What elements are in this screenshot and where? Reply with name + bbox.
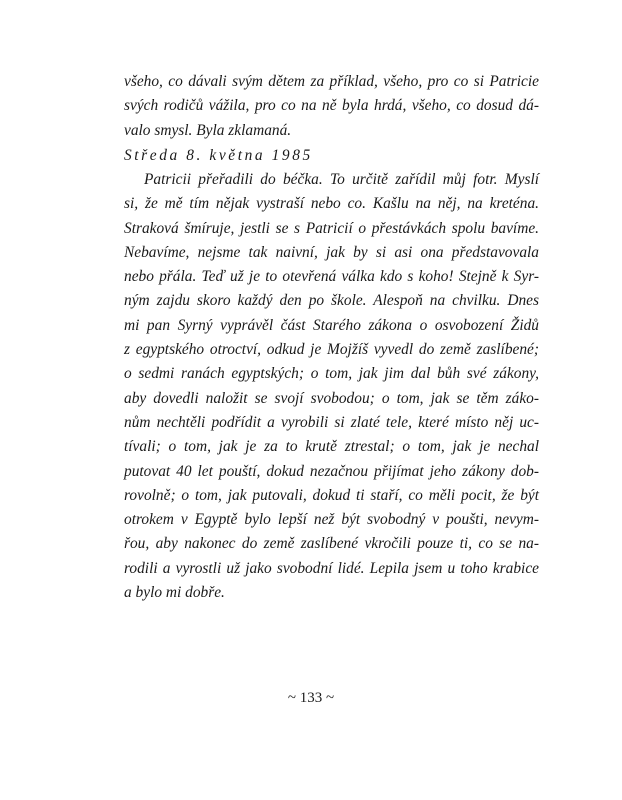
text-line: řou, aby nakonec do země zaslíbené vkročili pouze ti, co se na- — [124, 535, 539, 553]
text-line: rovolně; o tom, jak putovali, dokud ti staří, co měli pocit, že být — [124, 486, 539, 504]
text-line: otrokem v Egyptě bylo lepší než být svobodný v poušti, nevym- — [124, 511, 539, 529]
text-line: nům nechtěli podřídit a vyrobili si zlaté tele, které místo něj uc- — [124, 413, 539, 431]
text-line: svých rodičů vážila, pro co na ně byla hrdá, všeho, co dosud dá- — [124, 97, 539, 115]
text-line: valo smysl. Byla zklamaná. — [124, 121, 292, 139]
diary-date-heading: Středa 8. května 1985 — [124, 147, 313, 164]
page-number: ~ 133 ~ — [287, 690, 335, 706]
text-line: si, že mě tím nějak vystraší nebo co. Kašlu na něj, na kreténa. — [124, 195, 539, 213]
text-line: rodili a vyrostli už jako svobodní lidé. Lepila jsem u toho krabice — [124, 559, 539, 577]
text-line: z egyptského otroctví, odkud je Mojžíš vyvedl do země zaslíbené; — [124, 341, 539, 359]
intro-paragraph — [124, 70, 539, 143]
text-line: Patricii přeřadili do béčka. To určitě zařídil můj fotr. Myslí — [144, 171, 539, 188]
text-line: aby dovedli naložit se svojí svobodou; o tom, jak se těm záko- — [124, 389, 539, 407]
text-line: a bylo mi dobře. — [124, 584, 225, 602]
text-line: všeho, co dávali svým dětem za příklad, všeho, pro co si Patricie — [124, 73, 539, 90]
diary-entry-paragraph — [124, 168, 539, 605]
text-line: putovat 40 let pouští, dokud nezačnou přijímat jeho zákony dob- — [124, 462, 539, 480]
text-line: o sedmi ranách egyptských; o tom, jak jim dal bůh své zákony, — [124, 365, 539, 383]
text-line: mi pan Syrný vyprávěl část Starého zákona o osvobození Židů — [124, 316, 539, 334]
text-line: ným zajdu skoro každý den po škole. Alespoň na chvilku. Dnes — [124, 292, 539, 310]
text-line: tívali; o tom, jak je za to krutě ztrestal; o tom, jak je nechal — [124, 438, 539, 456]
text-line: Straková šmíruje, jestli se s Patricií o přestávkách spolu bavíme. — [124, 219, 539, 237]
text-line: nebo přála. Teď už je to otevřená válka kdo s koho! Stejně k Syr- — [124, 268, 539, 286]
text-line: Nebavíme, nejsme tak naivní, jak by si asi ona představovala — [124, 243, 539, 261]
